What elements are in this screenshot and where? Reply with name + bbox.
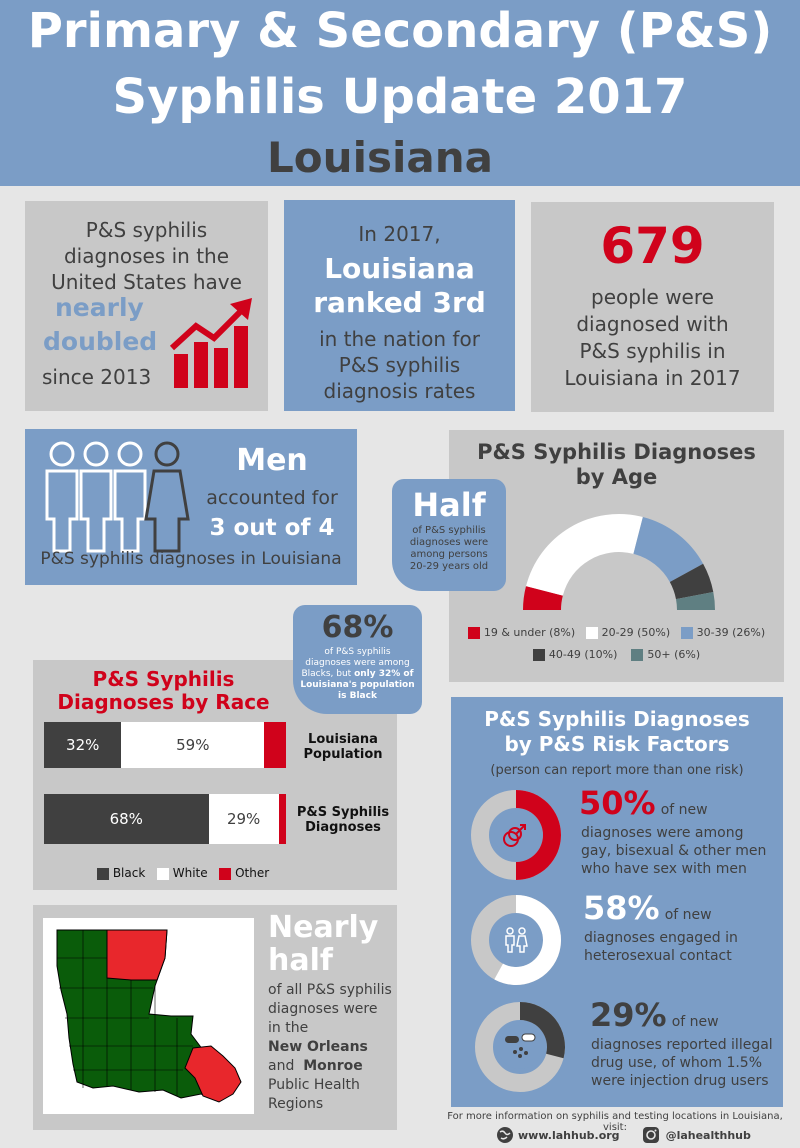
couple-icon bbox=[501, 925, 531, 955]
age-legend-label: 19 & under (8%) bbox=[483, 626, 576, 639]
race-bar-row bbox=[44, 722, 286, 768]
stat-count-card bbox=[531, 202, 774, 412]
age-legend-item bbox=[631, 648, 700, 661]
footer-links bbox=[496, 1125, 751, 1145]
race-callout-number: 68% bbox=[321, 610, 394, 645]
stat-rank-card bbox=[284, 200, 515, 411]
map-line1: of all P&S syphilis bbox=[268, 982, 392, 998]
risk-pct: 58% bbox=[583, 889, 660, 927]
stat-count-line1: people were bbox=[591, 285, 714, 309]
stat-count-line3: P&S syphilis in bbox=[579, 339, 726, 363]
risk-line3: were injection drug users bbox=[591, 1073, 769, 1089]
race-callout-line3: Blacks, but bbox=[301, 669, 352, 679]
men-title: Men bbox=[236, 443, 308, 478]
subtitle-wrap bbox=[0, 130, 760, 186]
race-callout-line2: diagnoses were among bbox=[305, 658, 410, 668]
race-legend-swatch bbox=[157, 868, 169, 880]
stat-us-emph2: doubled bbox=[43, 327, 158, 356]
men-card bbox=[25, 429, 357, 585]
age-donut-slice bbox=[526, 514, 643, 596]
age-legend-item bbox=[468, 626, 575, 639]
race-legend-swatch bbox=[219, 868, 231, 880]
stat-us-emph1: nearly bbox=[55, 293, 144, 322]
risk-suffix: of new bbox=[671, 1014, 719, 1030]
race-bar-black: 68% bbox=[44, 794, 209, 844]
map-title-line1: Nearly bbox=[268, 910, 379, 945]
race-callout bbox=[293, 605, 422, 714]
race-callout-line5: is Black bbox=[338, 691, 377, 701]
race-callout-line4: Louisiana's population bbox=[300, 680, 415, 690]
age-legend-label: 20-29 (50%) bbox=[601, 626, 671, 639]
instagram-icon bbox=[642, 1126, 660, 1144]
map-line4: and bbox=[268, 1058, 295, 1074]
age-legend-label: 40-49 (10%) bbox=[548, 648, 618, 661]
risk-suffix: of new bbox=[660, 802, 708, 818]
stat-us-line2: diagnoses in the bbox=[63, 244, 230, 268]
age-title-line1: P&S Syphilis Diagnoses bbox=[477, 440, 756, 464]
subtitle: Louisiana bbox=[267, 133, 493, 182]
risk-line1: diagnoses engaged in bbox=[584, 930, 738, 946]
race-title-line2: Diagnoses by Race bbox=[57, 690, 270, 714]
age-callout bbox=[392, 479, 506, 591]
race-bar-black: 32% bbox=[44, 722, 121, 768]
risk-title-line1: P&S Syphilis Diagnoses bbox=[484, 707, 750, 731]
stat-rank-line4: diagnosis rates bbox=[323, 379, 476, 403]
stat-count-line2: diagnosed with bbox=[576, 312, 729, 336]
risk-suffix: of new bbox=[664, 907, 712, 923]
map-line6: Regions bbox=[268, 1096, 324, 1112]
race-legend-label: White bbox=[172, 866, 208, 880]
race-legend-swatch bbox=[97, 868, 109, 880]
age-callout-line4: 20-29 years old bbox=[409, 561, 489, 572]
title-line-1: Primary & Secondary (P&S) bbox=[27, 3, 773, 59]
stat-rank-line2: in the nation for bbox=[319, 327, 480, 351]
risk-item-msm bbox=[471, 784, 771, 882]
race-title-line1: P&S Syphilis bbox=[92, 667, 235, 691]
map-emph2: Monroe bbox=[303, 1058, 363, 1074]
age-callout-line1: of P&S syphilis bbox=[412, 525, 486, 536]
race-legend bbox=[33, 866, 333, 880]
stat-us-card bbox=[25, 201, 268, 411]
pills-icon bbox=[503, 1032, 537, 1062]
risk-item-drug-use bbox=[475, 996, 775, 1094]
race-row-label-line1: Louisiana bbox=[308, 732, 378, 747]
race-bar-other bbox=[279, 794, 286, 844]
race-row-label-line2: Diagnoses bbox=[305, 820, 381, 835]
men-line1: accounted for bbox=[206, 487, 338, 509]
race-callout-line1: of P&S syphilis bbox=[324, 647, 391, 657]
age-legend-label: 50+ (6%) bbox=[647, 648, 701, 661]
race-bar-other bbox=[264, 722, 286, 768]
stat-rank-emph1: Louisiana bbox=[324, 252, 475, 285]
risk-card bbox=[451, 697, 783, 1107]
trend-up-chart-icon bbox=[170, 296, 256, 388]
website-link[interactable]: www.lahhub.org bbox=[518, 1128, 620, 1142]
age-title-line2: by Age bbox=[575, 465, 658, 489]
age-legend-label: 30-39 (26%) bbox=[696, 626, 766, 639]
stat-count-number: 679 bbox=[600, 217, 705, 275]
globe-icon bbox=[496, 1126, 514, 1144]
stat-us-line3: United States have bbox=[51, 270, 242, 294]
risk-pct: 29% bbox=[590, 996, 667, 1034]
risk-line1: diagnoses reported illegal bbox=[591, 1037, 773, 1053]
map-title-line2: half bbox=[268, 943, 333, 978]
map-line5: Public Health bbox=[268, 1077, 360, 1093]
age-legend-item bbox=[533, 648, 618, 661]
risk-title-line2: by P&S Risk Factors bbox=[504, 732, 730, 756]
age-callout-line3: among persons bbox=[410, 549, 488, 560]
stat-us-line4: since 2013 bbox=[42, 365, 152, 389]
people-icon bbox=[42, 441, 192, 553]
race-legend-label: Black bbox=[112, 866, 146, 880]
risk-line2: gay, bisexual & other men bbox=[581, 843, 767, 859]
age-legend-swatch bbox=[468, 627, 480, 639]
stat-rank-line1: In 2017, bbox=[358, 222, 441, 246]
age-legend-item bbox=[681, 626, 766, 639]
footer-info: For more information on syphilis and testing locations in Louisiana, visit: bbox=[447, 1111, 783, 1133]
race-row-label-line2: Population bbox=[303, 747, 383, 762]
male-male-symbol-icon bbox=[501, 820, 531, 850]
risk-line1: diagnoses were among bbox=[581, 825, 744, 841]
stat-rank-line3: P&S syphilis bbox=[338, 353, 461, 377]
map-card bbox=[33, 905, 397, 1130]
men-line2: P&S syphilis diagnoses in Louisiana bbox=[40, 549, 342, 569]
louisiana-map bbox=[43, 918, 254, 1114]
race-bar-white: 29% bbox=[209, 794, 279, 844]
title-line-2: Syphilis Update 2017 bbox=[112, 69, 688, 125]
age-legend-swatch bbox=[586, 627, 598, 639]
risk-item-heterosexual bbox=[471, 889, 771, 987]
race-callout-bold: only 32% of bbox=[354, 669, 414, 679]
social-handle-link[interactable]: @lahealthhub bbox=[665, 1128, 751, 1142]
race-bar-row bbox=[44, 794, 286, 844]
stat-us-line1: P&S syphilis bbox=[85, 218, 208, 242]
risk-note: (person can report more than one risk) bbox=[490, 763, 744, 778]
race-row-label-line1: P&S Syphilis bbox=[296, 805, 390, 820]
risk-line3: who have sex with men bbox=[581, 861, 747, 877]
risk-line2: drug use, of whom 1.5% bbox=[591, 1055, 763, 1071]
age-legend-swatch bbox=[533, 649, 545, 661]
men-emph: 3 out of 4 bbox=[209, 515, 335, 541]
age-legend-item bbox=[586, 626, 671, 639]
age-legend-swatch bbox=[681, 627, 693, 639]
stat-count-line4: Louisiana in 2017 bbox=[564, 366, 741, 390]
age-callout-line2: diagnoses were bbox=[409, 537, 489, 548]
age-donut-chart bbox=[519, 510, 719, 610]
map-line2: diagnoses were bbox=[268, 1001, 378, 1017]
risk-pct: 50% bbox=[579, 784, 656, 822]
age-legend-row1 bbox=[449, 626, 784, 639]
age-callout-title: Half bbox=[412, 486, 486, 524]
map-panel bbox=[43, 918, 254, 1114]
race-legend-label: Other bbox=[235, 866, 270, 880]
age-legend-row2 bbox=[449, 648, 784, 661]
map-line3: in the bbox=[268, 1020, 309, 1036]
stat-rank-emph2: ranked 3rd bbox=[313, 286, 486, 319]
risk-line2: heterosexual contact bbox=[584, 948, 732, 964]
map-emph1: New Orleans bbox=[268, 1039, 368, 1055]
race-bar-white: 59% bbox=[121, 722, 264, 768]
age-legend-swatch bbox=[631, 649, 643, 661]
